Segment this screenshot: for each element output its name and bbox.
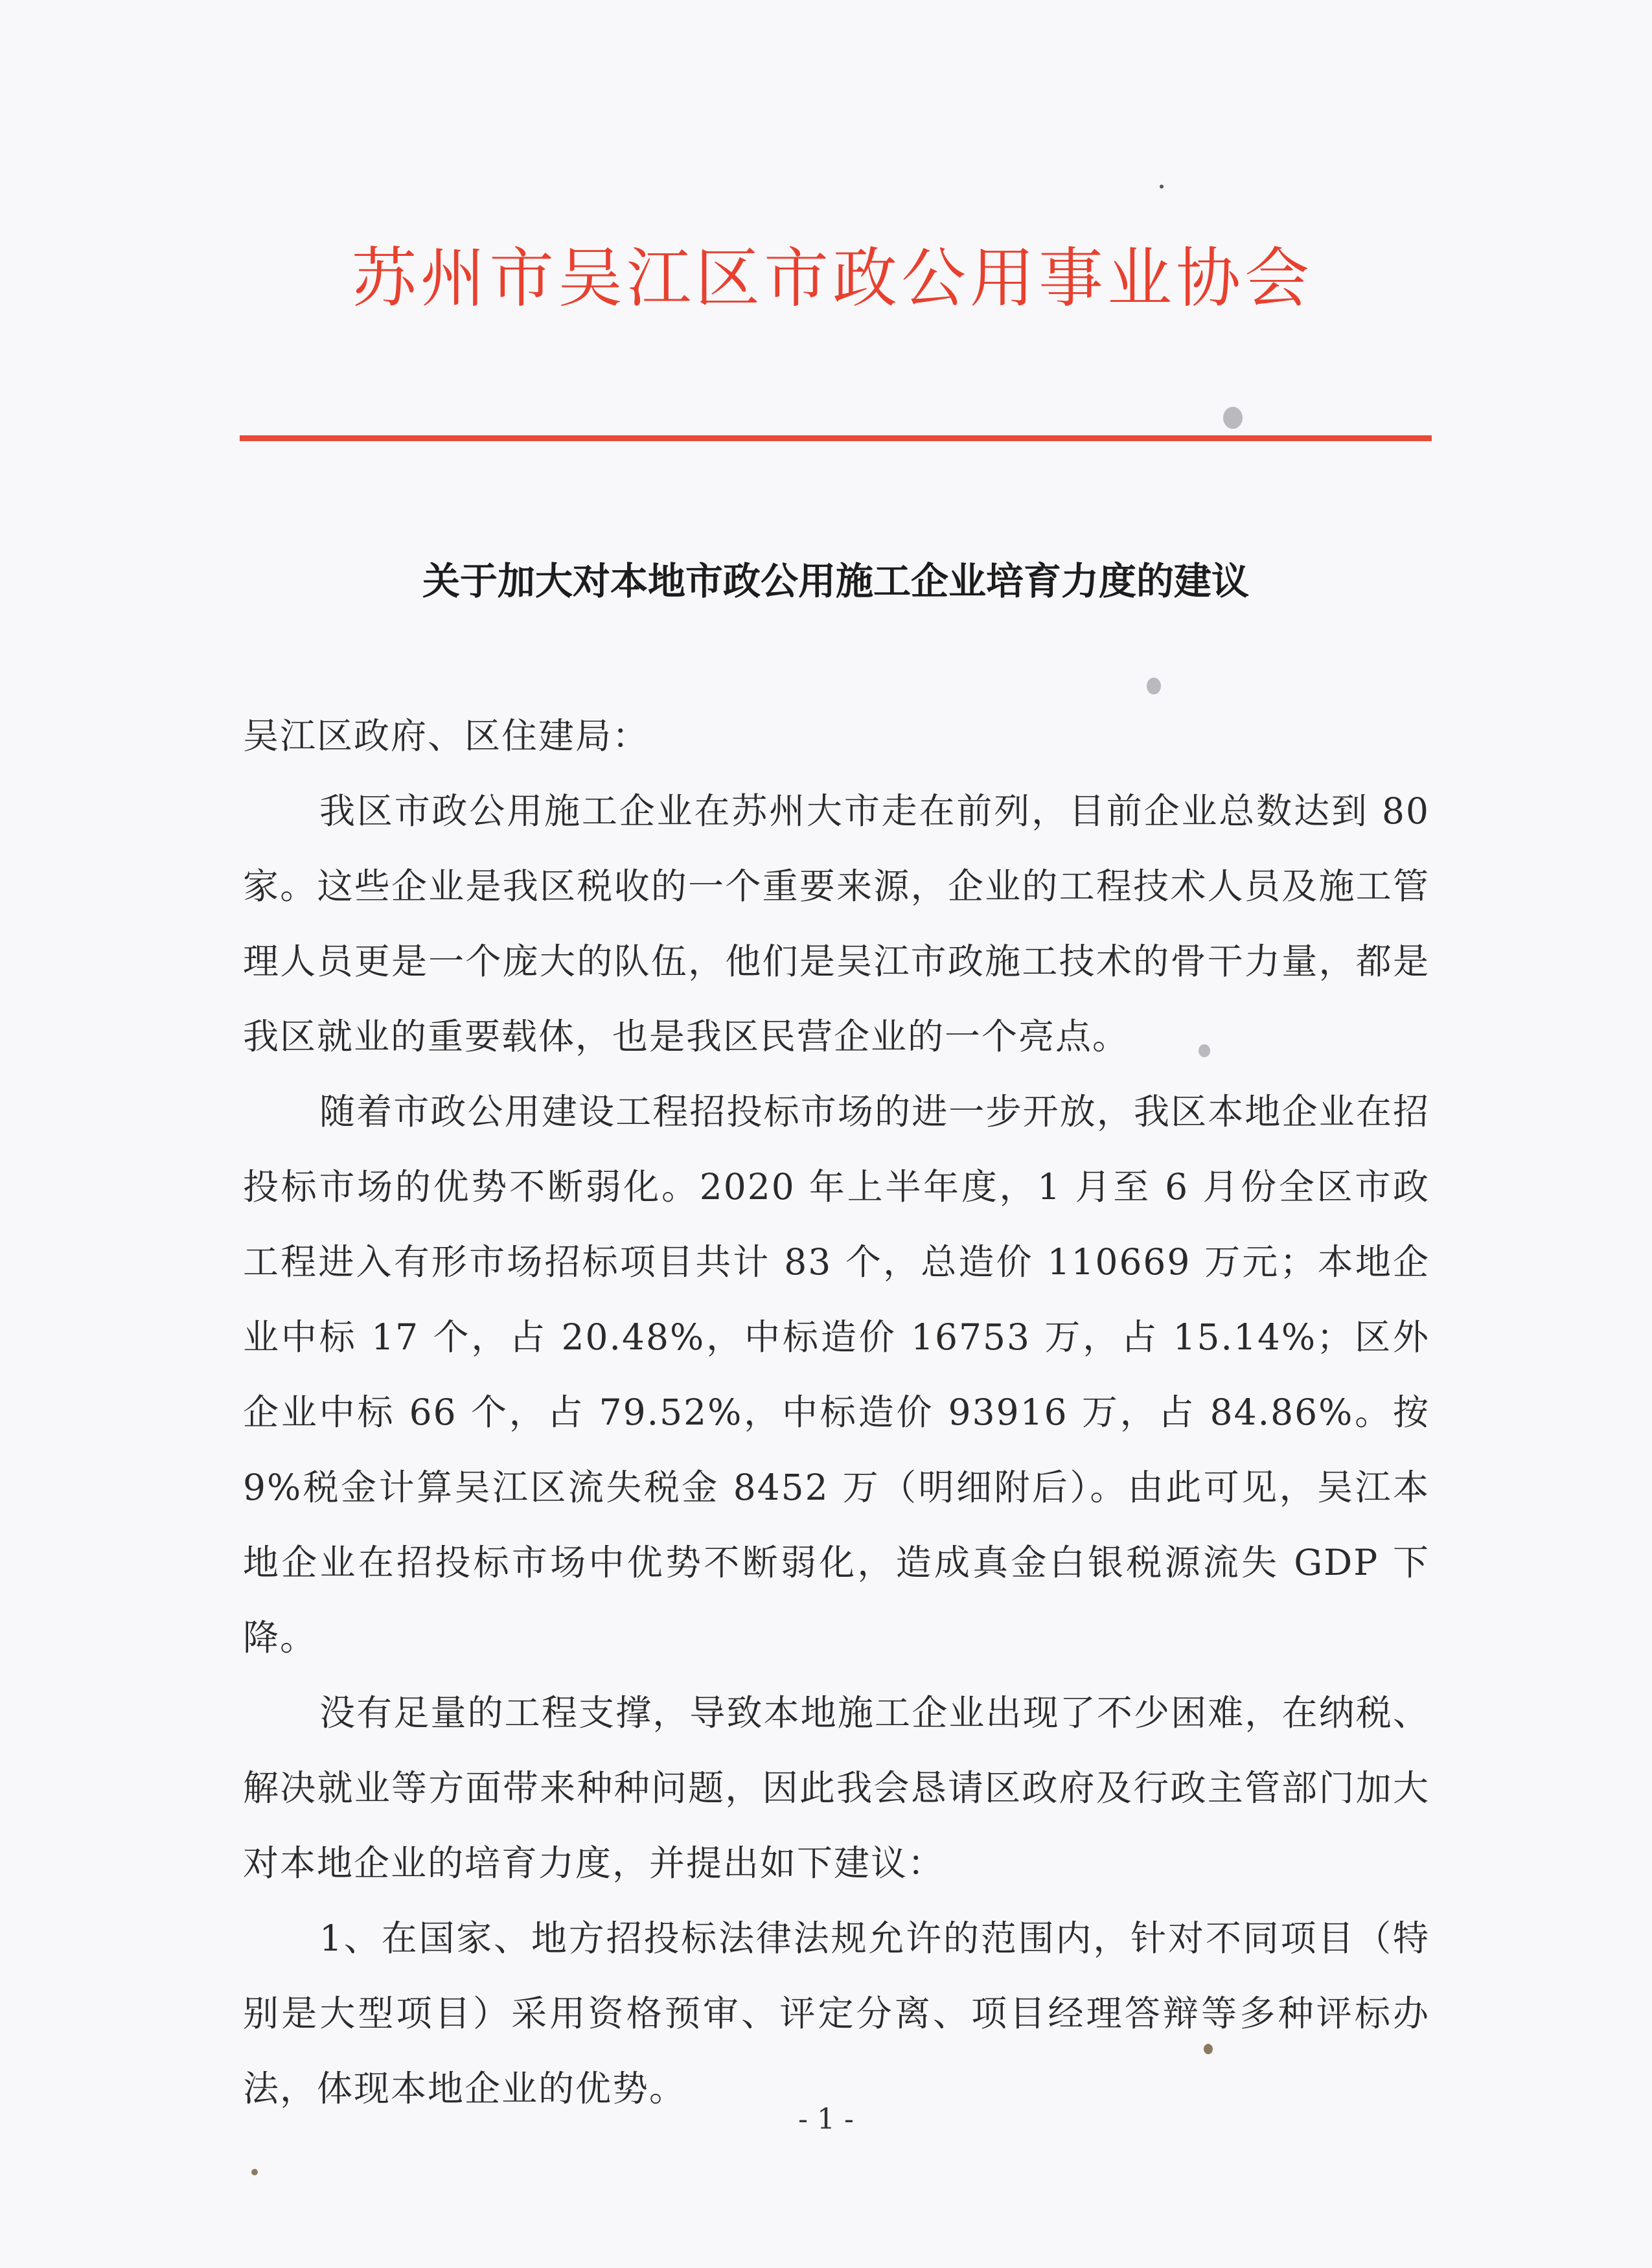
scan-speck — [251, 2169, 258, 2175]
paragraph-3: 没有足量的工程支撑，导致本地施工企业出现了不少困难，在纳税、解决就业等方面带来种种问题，因此我会恳请区政府及行政主管部门加大对本地企业的培育力度，并提出如下建议： — [243, 1692, 1430, 1884]
scan-speck — [1199, 1044, 1210, 1057]
scan-speck — [1160, 185, 1164, 189]
page-number: - 1 - — [798, 2103, 854, 2136]
document-body — [243, 698, 1430, 2126]
letterhead-red-rule — [240, 435, 1432, 441]
scan-speck — [1204, 2044, 1213, 2054]
scan-speck — [1147, 678, 1161, 694]
letterhead-organization: 苏州市吴江区市政公用事业协会 — [352, 240, 1313, 316]
document-title: 关于加大对本地市政公用施工企业培育力度的建议 — [422, 559, 1249, 603]
paragraph-4: 1、在国家、地方招投标法律法规允许的范围内，针对不同项目（特别是大型项目）采用资格预审、评定分离、项目经理答辩等多种评标办法，体现本地企业的优势。 — [243, 1918, 1430, 2109]
scan-speck — [1223, 407, 1243, 429]
salutation: 吴江区政府、区住建局： — [243, 715, 650, 757]
paragraph-2: 随着市政公用建设工程招投标市场的进一步开放，我区本地企业在招投标市场的优势不断弱化。2020 年上半年度，1 月至 6 月份全区市政工程进入有形市场招标项目共计 83 个，总造价 110669 万元；本地企业中标 17 个，占 20.48%，中标造价 16753 万，占 15.14%；区外企业中标 66 个，占 79.52%，中标造价 93916 万，占 84.86%。按 9%税金计算吴江区流失税金 8452 万（明细附后）。由此可见，吴江本地企业在招投标市场中优势不断弱化，造成真金白银税源流失 GDP 下降。 — [243, 1091, 1430, 1658]
paragraph-1: 我区市政公用施工企业在苏州大市走在前列，目前企业总数达到 80 家。这些企业是我区税收的一个重要来源，企业的工程技术人员及施工管理人员更是一个庞大的队伍，他们是吴江市政施工技术的骨干力量，都是我区就业的重要载体，也是我区民营企业的一个亮点。 — [243, 790, 1430, 1057]
